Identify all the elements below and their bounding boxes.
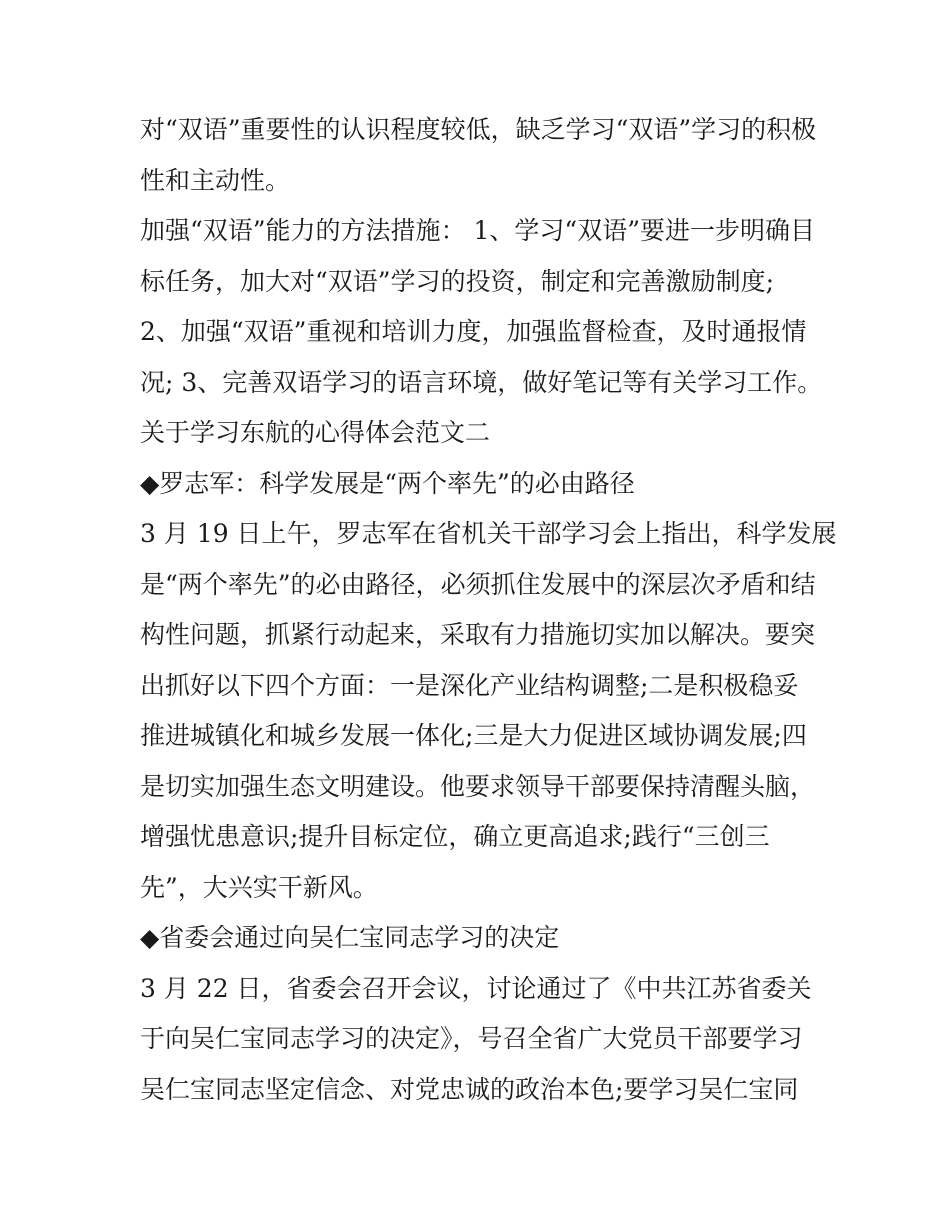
paragraph-line: 先”，大兴实干新风。	[140, 873, 378, 902]
paragraph-line: 是“两个率先”的必由路径，必须抓住发展中的深层次矛盾和结	[140, 570, 816, 599]
paragraph-line: 3 月 19 日上午，罗志军在省机关干部学习会上指出，科学发展	[140, 519, 837, 548]
paragraph-line: 3 月 22 日，省委会召开会议，讨论通过了《中共江苏省委关	[140, 974, 812, 1003]
paragraph-line: 2、加强“双语”重视和培训力度，加强监督检查，及时通报情	[140, 317, 807, 346]
paragraph-line: 加强“双语”能力的方法措施： 1、学习“双语”要进一步明确目	[140, 216, 815, 245]
subsection-heading: ◆罗志军：科学发展是“两个率先”的必由路径	[140, 469, 635, 498]
paragraph-line: 于向吴仁宝同志学习的决定》，号召全省广大党员干部要学习	[140, 1024, 803, 1053]
paragraph-line: 吴仁宝同志坚定信念、对党忠诚的政治本色;要学习吴仁宝同	[140, 1075, 799, 1104]
paragraph-line: 标任务，加大对“双语”学习的投资，制定和完善激励制度;	[140, 267, 774, 296]
paragraph-line: 况; 3、完善双语学习的语言环境，做好笔记等有关学习工作。	[140, 368, 823, 397]
paragraph-line: 是切实加强生态文明建设。他要求领导干部要保持清醒头脑，	[140, 772, 816, 801]
paragraph-line: 推进城镇化和城乡发展一体化;三是大力促进区域协调发展;四	[140, 721, 807, 750]
paragraph-line: 增强忧患意识;提升目标定位，确立更高追求;践行“三创三	[140, 822, 770, 851]
paragraph-line: 对“双语”重要性的认识程度较低，缺乏学习“双语”学习的积极	[140, 115, 817, 144]
section-heading: 关于学习东航的心得体会范文二	[140, 418, 491, 447]
subsection-heading: ◆省委会通过向吴仁宝同志学习的决定	[140, 923, 560, 952]
paragraph-line: 构性问题，抓紧行动起来，采取有力措施切实加以解决。要突	[140, 620, 816, 649]
paragraph-line: 性和主动性。	[140, 166, 291, 195]
paragraph-line: 出抓好以下四个方面：一是深化产业结构调整;二是积极稳妥	[140, 671, 799, 700]
